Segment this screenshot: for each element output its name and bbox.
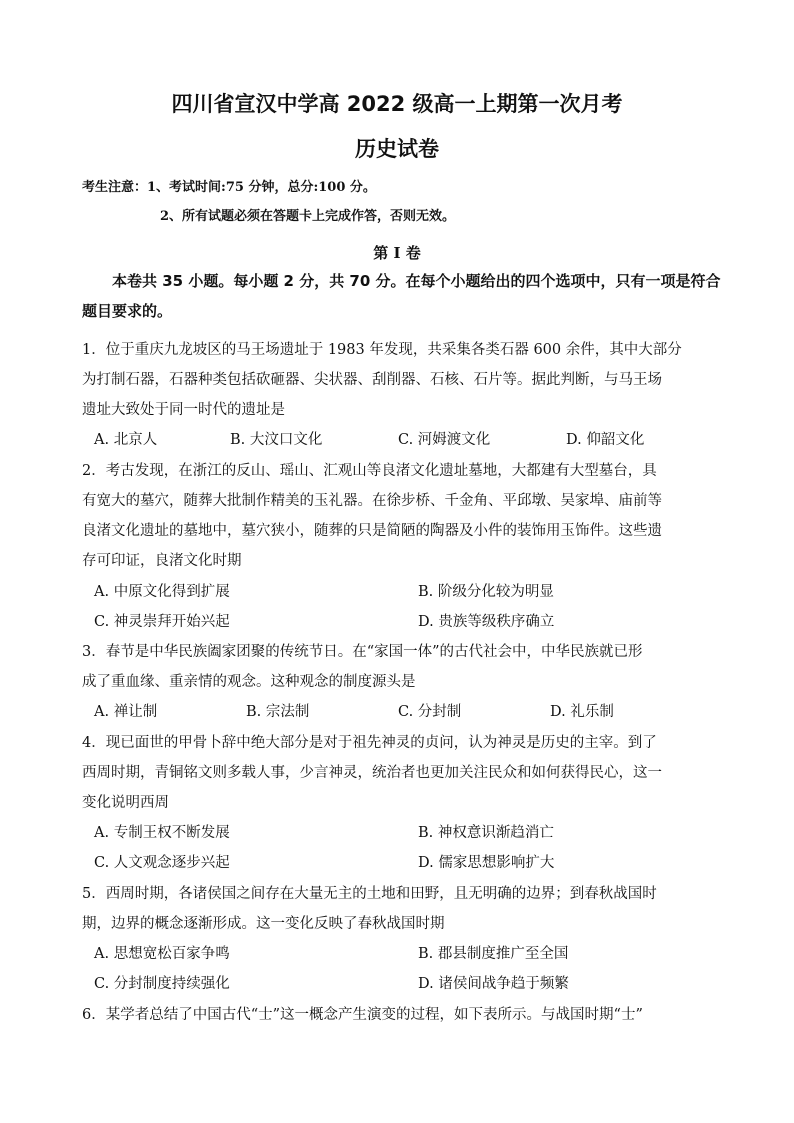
- section-instructions: 本卷共 35 小题。每小题 2 分，共 70 分。在每个小题给出的四个选项中，只有一项是符合题目要求的。: [82, 272, 721, 320]
- question-2-option-b: B. 阶级分化较为明显: [418, 584, 554, 600]
- question-1-option-d: D. 仰韶文化: [566, 432, 645, 448]
- question-4-option-a: A. 专制王权不断发展: [94, 825, 230, 841]
- question-3-option-b: B. 宗法制: [246, 704, 310, 720]
- question-1-line-2: 为打制石器，石器种类包括砍砸器、尖状器、刮削器、石核、石片等。据此判断，与马王场: [82, 372, 662, 388]
- notice-time: 考生注意：1、考试时间:75 分钟，总分:100 分。: [82, 180, 376, 195]
- question-1-option-a: A. 北京人: [94, 432, 158, 448]
- question-4-option-b: B. 神权意识渐趋消亡: [418, 825, 554, 841]
- notice-answer-sheet: 2、所有试题必须在答题卡上完成作答，否则无效。: [160, 209, 456, 224]
- question-2-option-c: C. 神灵崇拜开始兴起: [94, 614, 230, 630]
- question-4-option-d: D. 儒家思想影响扩大: [418, 855, 555, 871]
- question-5-option-d: D. 诸侯间战争趋于频繁: [418, 976, 569, 992]
- section-title: 第 I 卷: [373, 244, 421, 262]
- exam-title: 四川省宣汉中学高 2022 级高一上期第一次月考: [171, 92, 623, 116]
- question-2-option-d: D. 贵族等级秩序确立: [418, 614, 555, 630]
- question-1-line-3: 遗址大致处于同一时代的遗址是: [82, 402, 285, 418]
- question-4-line-2: 西周时期，青铜铭文则多载人事，少言神灵，统治者也更加关注民众和如何获得民心，这一: [82, 765, 662, 781]
- question-6-line-1: 6．某学者总结了中国古代“士”这一概念产生演变的过程，如下表所示。与战国时期“士”: [82, 1007, 643, 1023]
- exam-subtitle: 历史试卷: [355, 137, 439, 161]
- question-2-line-2: 有宽大的墓穴，随葬大批制作精美的玉礼器。在徐步桥、千金角、平邱墩、吴家埠、庙前等: [82, 493, 662, 509]
- question-3-option-d: D. 礼乐制: [550, 704, 614, 720]
- question-5-line-2: 期，边界的概念逐渐形成。这一变化反映了春秋战国时期: [82, 916, 445, 932]
- question-2-line-1: 2．考古发现，在浙江的反山、瑶山、汇观山等良渚文化遗址墓地，大都建有大型墓台，具: [82, 463, 657, 479]
- question-4-line-1: 4．现已面世的甲骨卜辞中绝大部分是对于祖先神灵的贞问，认为神灵是历史的主宰。到了: [82, 735, 657, 751]
- question-3-option-a: A. 禅让制: [94, 704, 158, 720]
- question-5-option-b: B. 郡县制度推广至全国: [418, 946, 569, 962]
- question-5-option-a: A. 思想宽松百家争鸣: [94, 946, 230, 962]
- question-4-line-3: 变化说明西周: [82, 795, 169, 811]
- question-3-option-c: C. 分封制: [398, 704, 462, 720]
- question-3-line-2: 成了重血缘、重亲情的观念。这种观念的制度源头是: [82, 674, 416, 690]
- question-3-line-1: 3．春节是中华民族阖家团聚的传统节日。在“家国一体”的古代社会中，中华民族就已形: [82, 644, 643, 660]
- question-2-line-4: 存可印证，良渚文化时期: [82, 553, 242, 569]
- question-2-line-3: 良渚文化遗址的墓地中，墓穴狭小，随葬的只是简陋的陶器及小件的装饰用玉饰件。这些遗: [82, 523, 662, 539]
- question-2-option-a: A. 中原文化得到扩展: [94, 584, 230, 600]
- question-4-option-c: C. 人文观念逐步兴起: [94, 855, 230, 871]
- question-1-line-1: 1．位于重庆九龙坡区的马王场遗址于 1983 年发现，共采集各类石器 600 余件，其中大部分: [82, 342, 682, 358]
- question-5-option-c: C. 分封制度持续强化: [94, 976, 230, 992]
- question-1-option-b: B. 大汶口文化: [230, 432, 323, 448]
- question-1-option-c: C. 河姆渡文化: [398, 432, 491, 448]
- question-5-line-1: 5．西周时期，各诸侯国之间存在大量无主的土地和田野，且无明确的边界；到春秋战国时: [82, 886, 657, 902]
